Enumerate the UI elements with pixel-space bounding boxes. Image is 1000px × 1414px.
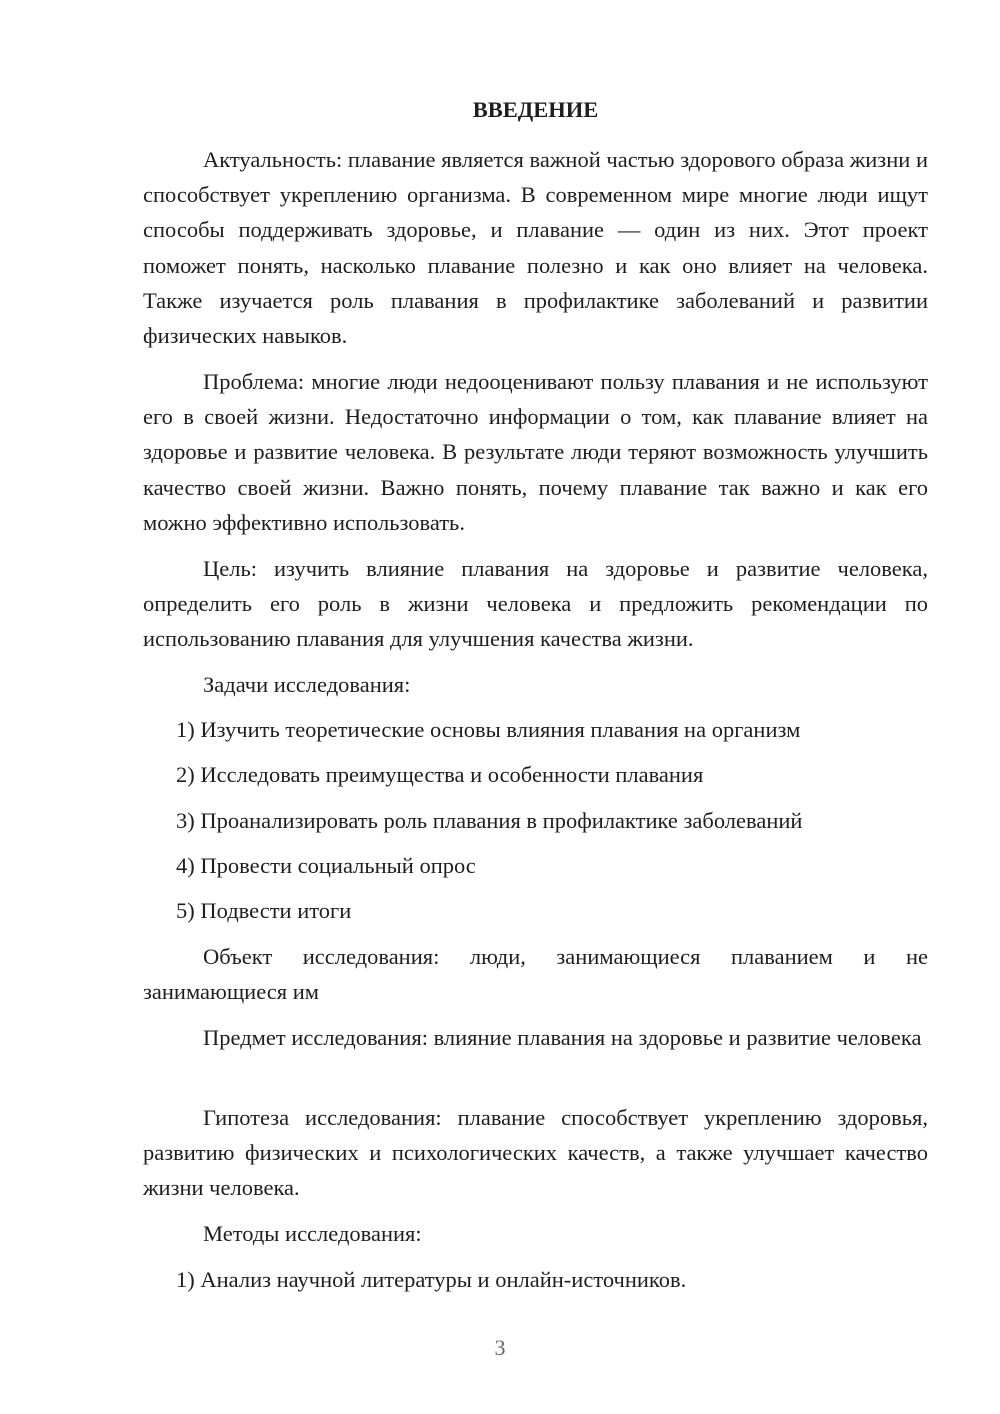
- paragraph-relevance: Актуальность: плавание является важной частью здорового образа жизни и способствует укреплению организма. В современном мире многие люди ищут способы поддерживать здоровье, и плавание — один из них. Этот проект поможет понять, насколько плавание полезно и как оно влияет на человека. Также изучается роль плавания в профилактике заболеваний и развитии физических навыков.: [143, 147, 928, 349]
- methods-heading: Методы исследования:: [203, 1221, 422, 1246]
- method-item-1: 1) Анализ научной литературы и онлайн-источников.: [176, 1267, 687, 1292]
- tasks-heading: Задачи исследования:: [203, 672, 411, 697]
- task-item-3: 3) Проанализировать роль плавания в профилактике заболеваний: [176, 808, 803, 833]
- task-item-2: 2) Исследовать преимущества и особенности плавания: [176, 762, 704, 787]
- paragraph-object: Объект исследования: люди, занимающиеся плаванием и не занимающиеся им: [143, 944, 928, 1005]
- task-item-4: 4) Провести социальный опрос: [176, 853, 476, 878]
- paragraph-subject: Предмет исследования: влияние плавания на здоровье и развитие человека: [203, 1025, 922, 1050]
- paragraph-goal: Цель: изучить влияние плавания на здоровье и развитие человека, определить его роль в жизни человека и предложить рекомендации по использованию плавания для улучшения качества жизни.: [143, 556, 928, 652]
- task-item-5: 5) Подвести итоги: [176, 898, 352, 923]
- paragraph-hypothesis: Гипотеза исследования: плавание способствует укреплению здоровья, развитию физических и психологических качеств, а также улучшает качество жизни человека.: [143, 1105, 928, 1201]
- task-item-1: 1) Изучить теоретические основы влияния плавания на организм: [176, 717, 801, 742]
- page-number: 3: [494, 1335, 506, 1360]
- paragraph-problem: Проблема: многие люди недооценивают пользу плавания и не используют его в своей жизни. Недостаточно информации о том, как плавание влияет на здоровье и развитие человека. В результате люди теряют возможность улучшить качество своей жизни. Важно понять, почему плавание так важно и как его можно эффективно использовать.: [143, 369, 928, 535]
- section-title: ВВЕДЕНИЕ: [472, 97, 599, 122]
